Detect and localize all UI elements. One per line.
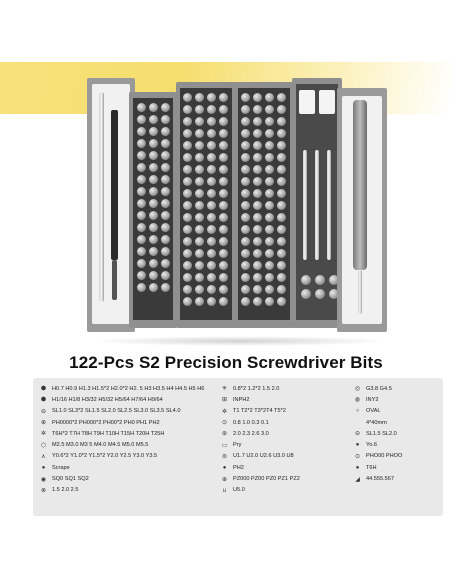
bit-list-column-1: [39, 383, 209, 496]
list-item: ⊞ INPH2: [221, 396, 250, 404]
page-title: 122-Pcs S2 Precision Screwdriver Bits: [69, 353, 383, 372]
list-item: 4*40mm: [353, 417, 443, 428]
bit-list-box: [33, 378, 443, 516]
case-shadow: [90, 336, 390, 346]
list-item: ⊙ 0.8 1.0 0.3 0.1: [221, 419, 269, 427]
oval-icon: ○: [355, 408, 360, 415]
hex-icon: ⬢: [40, 386, 47, 393]
torx-hole-icon: ✲: [40, 431, 47, 438]
tri-wing-icon: ⊗: [40, 487, 47, 494]
spudger-rod: [99, 92, 104, 302]
list-item: ● Scrape: [39, 462, 209, 473]
list-item: ⊖ SL1.5 SL2.0: [354, 430, 397, 438]
list-item: ● T6H: [353, 462, 443, 473]
tweezers: [303, 150, 307, 260]
pozidriv-icon: ⊕: [221, 476, 228, 483]
tweezers-2: [315, 150, 319, 260]
screwdriver-shaft: [358, 270, 362, 314]
bit-rows-1: [137, 103, 170, 292]
list-item: ● Yo.6: [353, 439, 443, 450]
list-item: ∪ U5.0: [220, 485, 350, 496]
adapter-rows: [301, 275, 339, 299]
list-item: ◢ 44.555.567: [353, 473, 443, 484]
tool-slot-2: [319, 90, 335, 114]
list-item: ● PH2: [220, 462, 350, 473]
bit-rows-3: [241, 93, 286, 306]
u-icon: ∪: [222, 487, 227, 494]
screwdriver-case-photo: [79, 70, 395, 338]
pick-tool: [327, 150, 331, 260]
triangle-icon: ⊛: [221, 431, 228, 438]
extension-shaft: [111, 110, 118, 260]
phillips-icon: ⊕: [40, 420, 47, 427]
list-item: ⊕ PH0000*2 PH000*2 PH00*2 PH0 PH1 PH2: [40, 419, 160, 427]
y-type-icon: ⋏: [41, 453, 46, 460]
metric-nut-icon: ⬡: [40, 442, 47, 449]
hex-inch-icon: ⬢: [40, 397, 47, 404]
list-item: ✲ T6H*2 T7H T8H T9H T10H T15H T20H T25H: [40, 430, 165, 438]
gear-bit-icon: ◎: [354, 386, 361, 393]
pry-icon: ▭: [221, 442, 228, 449]
list-item: ✳ 0.8*2 1.2*2 1.5 2.0: [221, 385, 280, 393]
bit-rows-2: [183, 93, 228, 306]
star-icon: ✳: [221, 386, 228, 393]
torx-icon: ✲: [221, 408, 228, 415]
list-item: ⊖ SL1.0 SL3*2 SL1.5 SL2.0 SL2.5 SL3.0 SL3.5 SL4.0: [40, 408, 181, 415]
extension-shaft-2: [112, 260, 117, 300]
list-item: ○ OVAL: [353, 406, 443, 417]
screwdriver-handle: [353, 100, 367, 270]
tool-slot-1: [299, 90, 315, 114]
scrape-icon: ●: [41, 464, 46, 471]
bit-list-column-2: [220, 383, 350, 496]
y6-icon: ●: [355, 442, 360, 449]
tri-icon: ◢: [355, 476, 360, 483]
list-item: ⬢ H1/16 H1/8 H3/32 H5/32 H5/64 H7/64 H9/64: [40, 396, 163, 404]
list-item: ⬡ M2.5 M3.0 M3 5 M4.0 M4.5 M5.0 M5.5: [40, 442, 149, 449]
u-type-icon: ⊜: [221, 453, 228, 460]
inph-icon: ⊞: [221, 397, 228, 404]
list-item: ⊗ 1.5 2.0 2.5: [40, 487, 79, 494]
ph2-icon: ●: [222, 464, 227, 471]
slotted-icon: ⊖: [354, 431, 361, 438]
list-item: ◍ INY2: [354, 396, 379, 404]
list-item: ⬢ H0.7 H0.9 H1.3 H1.5*2 H2.0*2 H2. 5 H3 H3.5 H4 H4.5 H5 H6: [40, 385, 205, 393]
slotted-icon: ⊖: [40, 408, 47, 415]
list-item: ⊜ U1.7 U2.0 U2.6 U3.0 U8: [221, 453, 294, 460]
list-item: ◉ SQ0 SQ1 SQ2: [40, 476, 89, 483]
list-item: ⊙ PHO00 PHOO: [354, 453, 403, 460]
bit-list-column-3: [353, 383, 443, 485]
list-item: ✲ T1 T2*2 T3*2T4 T5*2: [221, 408, 286, 415]
pentalobe-icon: ⊙: [221, 420, 228, 427]
list-item: ◎ G3.8 G4.5: [354, 385, 392, 393]
list-item: ⊛ 2.0 2.3 2.6 3.0: [221, 430, 269, 438]
list-item: ⋏ Y0.6*2 Y1.0*2 Y1.5*2 Y2.0 Y2.5 Y3.0 Y3.5: [39, 451, 209, 462]
y-inner-icon: ◍: [354, 397, 361, 404]
t6h-icon: ●: [355, 464, 360, 471]
list-item: ⊕ PZ000 PZ00 PZ0 PZ1 PZ2: [221, 476, 300, 483]
list-item: ▭ Pry: [221, 442, 242, 449]
blank-icon: [353, 418, 362, 427]
square-icon: ◉: [40, 476, 47, 483]
pho-icon: ⊙: [354, 453, 361, 460]
